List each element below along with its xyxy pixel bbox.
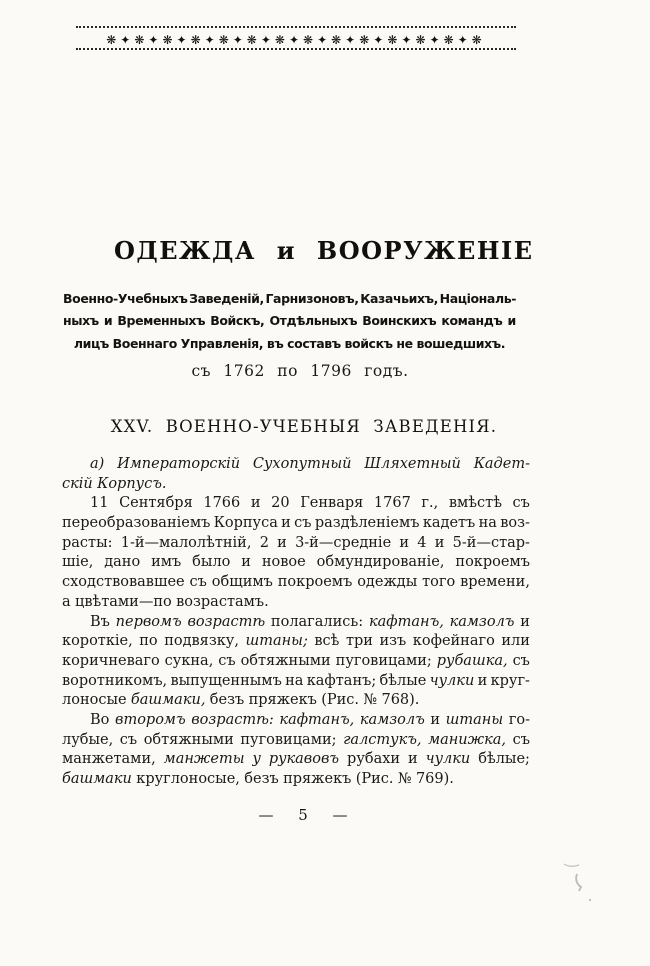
word: 769). xyxy=(415,771,454,787)
word: рубахи xyxy=(347,751,401,768)
word: въ xyxy=(266,335,284,351)
word: Шляхетный xyxy=(364,456,461,472)
word: сходствовавшее xyxy=(62,574,185,591)
word: круглоносые, xyxy=(136,771,240,787)
word: первомъ xyxy=(115,613,182,630)
word: Въ xyxy=(90,613,110,630)
word: вмѣстѣ xyxy=(448,495,502,512)
word: возрастѣ xyxy=(187,613,266,630)
word: пуговицами; xyxy=(335,652,432,669)
word: съ xyxy=(512,731,530,748)
word: Сентября xyxy=(119,495,193,512)
word: съ xyxy=(512,652,530,669)
word: и xyxy=(477,672,488,689)
word: № xyxy=(397,771,412,787)
word: 1-й—малолѣтній, xyxy=(120,534,252,551)
text-line xyxy=(62,593,530,613)
text-line xyxy=(63,333,516,355)
word: дано xyxy=(104,554,141,571)
date-range: съ 1762 по 1796 годъ. xyxy=(191,362,409,380)
word: составъ xyxy=(287,335,341,351)
word: башмаки, xyxy=(130,692,206,709)
word: того xyxy=(422,574,456,591)
word: бѣлые xyxy=(379,672,427,689)
word: Императорскій xyxy=(117,456,241,472)
word: (Рис. xyxy=(355,771,394,787)
word: Генваря xyxy=(300,495,364,512)
word: лоносые xyxy=(62,692,127,709)
word: кофейнаго xyxy=(412,633,495,650)
word: одежды xyxy=(357,574,418,591)
word: войскъ xyxy=(344,335,393,351)
text-line xyxy=(62,573,530,593)
word: было xyxy=(192,554,231,571)
book-subtitle xyxy=(63,288,516,355)
word: безъ xyxy=(209,692,245,709)
word: Управленія, xyxy=(180,335,264,351)
word: возрастамъ. xyxy=(176,593,269,610)
word: 768). xyxy=(381,692,420,709)
word: возрастѣ: xyxy=(191,711,274,728)
word: чулки xyxy=(425,751,471,768)
word: лубые, xyxy=(62,731,114,748)
word: Гарнизоновъ, xyxy=(265,291,359,306)
text-line xyxy=(63,310,516,332)
word: и xyxy=(430,711,441,728)
word: общимъ xyxy=(211,574,273,591)
word: сукна, xyxy=(164,652,214,669)
text-line xyxy=(62,514,530,534)
word: Войскъ, xyxy=(210,313,265,329)
page-number: — 5 — xyxy=(258,806,348,824)
text-line xyxy=(62,534,530,554)
text-line xyxy=(62,770,530,790)
word: имъ xyxy=(151,554,182,571)
word: съ xyxy=(189,574,207,591)
word: бѣлые; xyxy=(478,751,530,768)
word: всѣ xyxy=(314,633,340,650)
word: Военнаго xyxy=(112,335,177,351)
word: вошедшихъ. xyxy=(416,335,506,351)
word: 4 xyxy=(417,534,427,551)
word: съ xyxy=(512,495,530,512)
word: башмаки xyxy=(62,771,132,787)
text-line xyxy=(62,613,530,633)
word: го- xyxy=(508,711,530,728)
word: короткіе, xyxy=(62,633,133,650)
floral-ornament-row: ❋✦❋✦❋✦❋✦❋✦❋✦❋✦❋✦❋✦❋✦❋✦❋✦❋✦❋ xyxy=(106,33,486,47)
word: на xyxy=(285,672,304,689)
word: съ xyxy=(218,652,236,669)
word: обмундированіе, xyxy=(316,554,445,571)
word: рукавовъ xyxy=(268,751,340,768)
word: круг- xyxy=(490,672,530,689)
text-line xyxy=(63,288,516,310)
text-line xyxy=(62,632,530,652)
decorative-border xyxy=(76,26,516,50)
word: и xyxy=(250,495,261,512)
word: камзолъ xyxy=(359,711,425,728)
body-text xyxy=(62,455,530,790)
word: рубашка, xyxy=(436,652,508,669)
word: покроемъ xyxy=(277,574,353,591)
word: 1766 xyxy=(203,495,241,512)
word: кафтанъ; xyxy=(306,672,377,689)
word: галстукъ, xyxy=(343,731,422,748)
word: шіе, xyxy=(62,554,94,571)
word: чулки xyxy=(429,672,475,689)
word: 1767 xyxy=(373,495,411,512)
text-line xyxy=(62,553,530,573)
word: выпущеннымъ xyxy=(170,672,282,689)
text-line xyxy=(62,455,530,475)
section-heading: XXV. ВОЕННО-УЧЕБНЫЯ ЗАВЕДЕНІЯ. xyxy=(110,417,498,436)
word: и xyxy=(408,751,418,768)
word: штаны xyxy=(445,711,504,728)
word: и xyxy=(434,534,445,551)
word: и xyxy=(507,313,516,329)
word: обтяжными xyxy=(240,652,331,669)
text-line xyxy=(62,750,530,770)
word: коричневаго xyxy=(62,652,160,669)
word: новое xyxy=(261,554,306,571)
word: пряжекъ xyxy=(248,692,317,709)
word: полагались: xyxy=(270,613,364,630)
word: кадетъ xyxy=(422,515,476,532)
word: Корпусъ. xyxy=(97,475,167,492)
text-line xyxy=(62,494,530,514)
word: пряжекъ xyxy=(283,771,352,787)
word: у xyxy=(252,751,261,768)
text-line xyxy=(62,691,530,711)
word: кафтанъ, xyxy=(368,613,444,630)
word: манижка, xyxy=(428,731,507,748)
word: Корпуса xyxy=(213,515,278,532)
word: г., xyxy=(421,495,439,512)
word: Сухопутный xyxy=(252,456,352,472)
word: не xyxy=(396,335,413,351)
word: три xyxy=(345,633,373,650)
word: Заведеній, xyxy=(189,291,264,306)
word: раздѣленіемъ xyxy=(314,515,420,532)
word: а xyxy=(62,593,71,610)
word: Національ- xyxy=(439,291,516,306)
word: безъ xyxy=(244,771,279,787)
word: и xyxy=(281,515,291,532)
word: 11 xyxy=(90,495,109,512)
word: и xyxy=(399,534,410,551)
word: Временныхъ xyxy=(117,313,206,329)
word: Отдѣльныхъ xyxy=(269,313,358,329)
word: и xyxy=(241,554,251,571)
word: Воинскихъ xyxy=(362,313,437,329)
word: манжеты xyxy=(163,751,245,768)
word: на xyxy=(478,515,497,532)
word: штаны; xyxy=(245,633,308,650)
word: скій xyxy=(62,475,93,492)
word: кафтанъ, xyxy=(279,711,355,728)
word: командъ xyxy=(441,313,503,329)
word: по xyxy=(139,633,158,650)
word: 20 xyxy=(271,495,290,512)
text-line xyxy=(62,672,530,692)
word: обтяжными xyxy=(143,731,234,748)
word: а) xyxy=(90,456,105,472)
word: лицъ xyxy=(73,335,109,351)
word: воротникомъ, xyxy=(62,672,168,689)
word: и xyxy=(103,313,113,329)
text-line xyxy=(62,475,530,495)
word: расты: xyxy=(62,534,113,551)
word: времени, xyxy=(460,574,530,591)
word: покроемъ xyxy=(455,554,530,571)
pencil-smudge-artifact xyxy=(552,854,612,914)
book-title: ОДЕЖДА и ВООРУЖЕНІЕ xyxy=(114,236,534,265)
word: (Рис. xyxy=(321,692,360,709)
word: и xyxy=(277,534,287,551)
word: второмъ xyxy=(115,711,186,728)
text-line xyxy=(62,731,530,751)
text-line xyxy=(62,711,530,731)
word: съ xyxy=(119,731,138,748)
word: пуговицами; xyxy=(240,731,337,748)
word: 3-й—средніе xyxy=(295,534,392,551)
word: Казачьихъ, xyxy=(360,291,438,306)
word: ныхъ xyxy=(63,313,99,329)
word: манжетами, xyxy=(62,751,156,768)
word: воз- xyxy=(500,515,530,532)
word: или xyxy=(501,633,530,650)
word: Кадет- xyxy=(473,456,530,472)
word: съ xyxy=(294,515,312,532)
word: камзолъ xyxy=(449,613,515,630)
word: изъ xyxy=(379,633,407,650)
word: 5-й—стар- xyxy=(452,534,530,551)
word: Военно-Учебныхъ xyxy=(63,291,188,306)
text-line xyxy=(62,652,530,672)
word: № xyxy=(363,692,378,709)
word: подвязку, xyxy=(164,633,239,650)
word: 2 xyxy=(259,534,269,551)
word: и xyxy=(520,613,530,630)
word: переобразованіемъ xyxy=(62,515,211,532)
word: цвѣтами—по xyxy=(75,593,172,610)
word: Во xyxy=(90,711,110,728)
